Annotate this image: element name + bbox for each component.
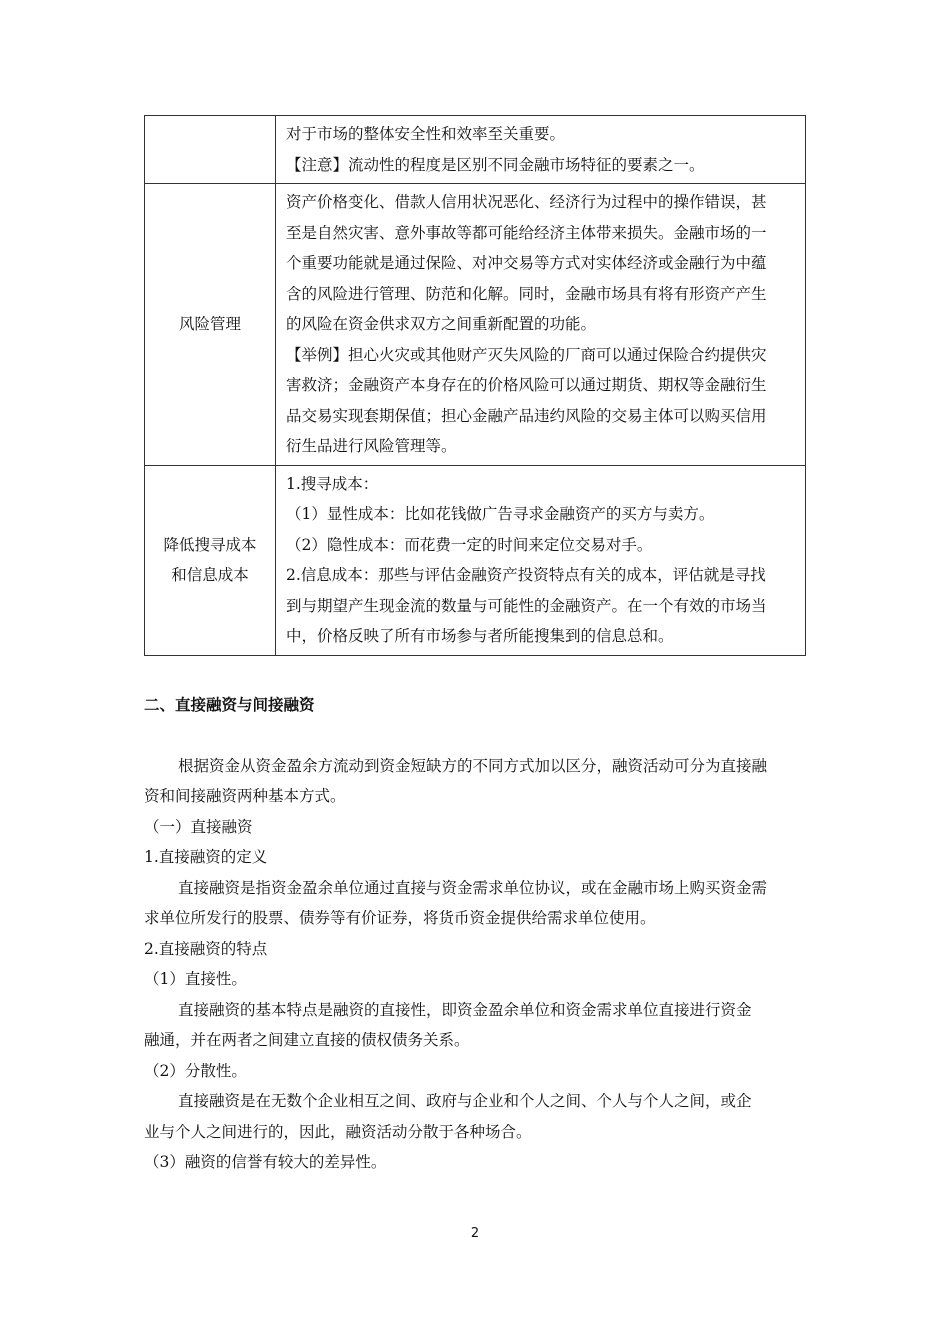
paragraph: 资和间接融资两种基本方式。 xyxy=(144,787,346,805)
subheading: （1）直接性。 xyxy=(144,970,247,988)
paragraph: 业与个人之间进行的，因此，融资活动分散于各种场合。 xyxy=(144,1122,532,1141)
row-label: 降低搜寻成本 和信息成本 xyxy=(145,465,276,655)
paragraph: 直接融资的基本特点是融资的直接性，即资金盈余单位和资金需求单位直接进行资金 xyxy=(178,1000,752,1019)
subheading: （2）分散性。 xyxy=(144,1061,247,1080)
section-body xyxy=(144,690,808,1178)
page-number: 2 xyxy=(470,1226,480,1241)
subheading: 1.直接融资的定义 xyxy=(144,848,268,866)
row-label xyxy=(145,116,276,184)
subheading: （3）融资的信誉有较大的差异性。 xyxy=(144,1153,387,1171)
row-content: 对于市场的整体安全性和效率至关重要。 【注意】流动性的程度是区别不同金融市场特征的要素之一。 xyxy=(276,116,806,184)
paragraph: 融通，并在两者之间建立直接的债权债务关系。 xyxy=(144,1031,470,1049)
subheading: 2.直接融资的特点 xyxy=(144,939,268,958)
paragraph: 求单位所发行的股票、债券等有价证券，将货币资金提供给需求单位使用。 xyxy=(144,909,656,927)
row-label: 风险管理 xyxy=(145,184,276,466)
paragraph: 根据资金从资金盈余方流动到资金短缺方的不同方式加以区分，融资活动可分为直接融 xyxy=(178,756,768,775)
paragraph: 直接融资是指资金盈余单位通过直接与资金需求单位协议，或在金融市场上购买资金需 xyxy=(178,878,768,897)
table-row xyxy=(145,184,806,466)
row-content: 资产价格变化、借款人信用状况恶化、经济行为过程中的操作错误，甚 至是自然灾害、意外事故等都可能给经济主体带来损失。金融市场的一 个重要功能就是通过保险、对冲交易等方式对实体经济或金融行为中蕴 含的风险进行管理、防范和化解。同时，金融市场具有将有形资产产生 的风险在资金供求双方之间重新配置的功能。 【举例】担心火灾或其他财产灭失风险的厂商可以通过保险合约提供灾 害救济；金融资产本身存在的价格风险可以通过期货、期权等金融衍生 品交易实现套期保值；担心金融产品违约风险的交易主体可以购买信用 衍生品进行风险管理等。 xyxy=(276,184,806,466)
row-content: 1.搜寻成本： （1）显性成本：比如花钱做广告寻求金融资产的买方与卖方。 （2）隐性成本：而花费一定的时间来定位交易对手。 2.信息成本：那些与评估金融资产投资特点有关的成本，评估就是寻找 到与期望产生现金流的数量与可能性的金融资产。在一个有效的市场当 中，价格反映了所有市场参与者所能搜集到的信息总和。 xyxy=(276,465,806,655)
section-heading: 二、直接融资与间接融资 xyxy=(144,696,315,714)
subheading: （一）直接融资 xyxy=(144,817,253,836)
table-row xyxy=(145,116,806,184)
paragraph: 直接融资是在无数个企业相互之间、政府与企业和个人之间、个人与个人之间，或企 xyxy=(178,1092,752,1110)
functions-table xyxy=(144,115,806,656)
table-row xyxy=(145,465,806,655)
